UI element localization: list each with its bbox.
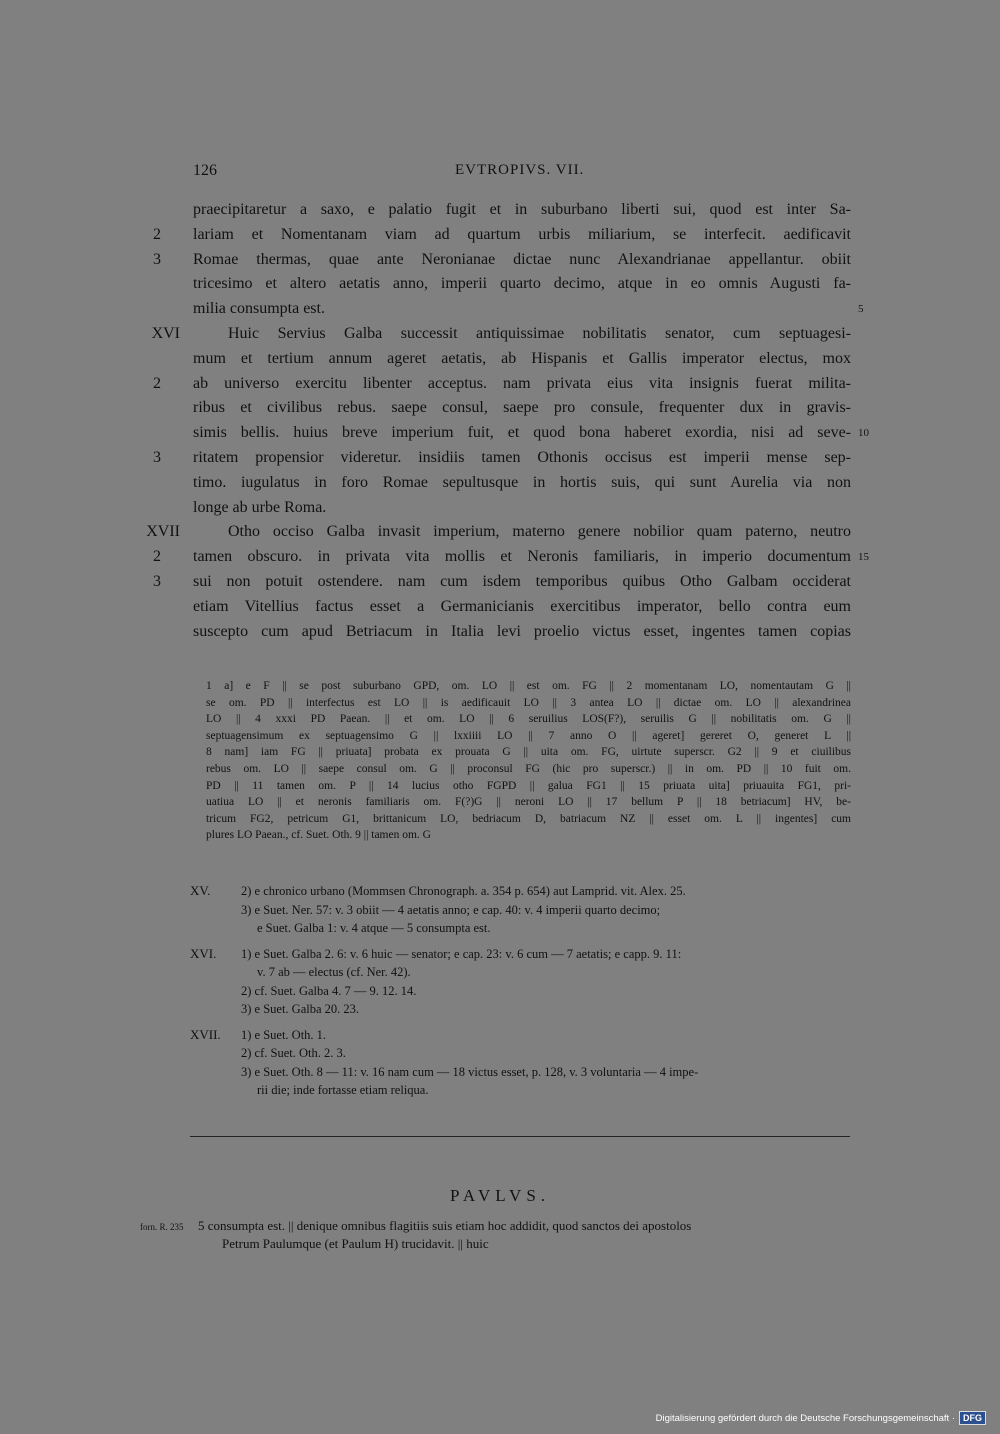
apparatus-line: septuagensimum ex septuagensimo G || lxxiiii LO || 7 anno O || ageret] gereret O, generet L || [206, 729, 851, 742]
source-line: v. 7 ab — electus (cf. Ner. 42). [257, 965, 411, 979]
text-line [140, 223, 880, 248]
source-block [190, 1026, 855, 1100]
source-line: 1) e Suet. Galba 2. 6: v. 6 huic — senator; e cap. 23: v. 6 cum — 7 aetatis; e capp. 9. 11: [241, 946, 682, 961]
source-line: 3) e Suet. Galba 20. 23. [241, 1002, 360, 1016]
line-text: simis bellis. huius breve imperium fuit, et quod bona haberet exordia, nisi ad seve- [193, 424, 851, 442]
line-text: suscepto cum apud Betriacum in Italia levi proelio victus esset, ingentes tamen copias [193, 622, 851, 640]
section-number: 3 [153, 572, 161, 590]
text-line [140, 198, 880, 223]
line-text: lariam et Nomentanam viam ad quartum urbis miliarium, se interfecit. aedificavit [193, 225, 851, 243]
text-line [140, 620, 880, 645]
text-line [140, 421, 880, 446]
line-text: Huic Servius Galba successit antiquissimae nobilitatis senator, cum septuagesi- [228, 324, 851, 342]
margin-line-number: 15 [858, 551, 869, 564]
apparatus-line: uatiua LO || et neronis familiaris om. F(?)G || neroni LO || 17 bellum P || 18 betriacum] HV, be- [206, 796, 851, 809]
margin-line-number: 5 [858, 303, 864, 316]
source-line: e Suet. Galba 1: v. 4 atque — 5 consumpta est. [257, 921, 491, 935]
line-text: mum et tertium annum ageret aetatis, ab Hispanis et Gallis imperator electus, mox [193, 349, 851, 367]
line-text: timo. iugulatus in foro Romae sepultusque in hortis suis, qui sunt Aurelia via non [193, 473, 851, 491]
margin-line-number: 10 [858, 427, 869, 440]
text-line [140, 471, 880, 496]
apparatus-line: tricum FG2, petricum G1, brittanicum LO, bedriacum D, batriacum NZ || esset om. L || ingentes] cum [206, 812, 851, 825]
chapter-number: XVI [151, 324, 180, 342]
text-line [140, 248, 880, 273]
section-number: 2 [153, 225, 161, 243]
section-number: 2 [153, 548, 161, 566]
line-text: ritatem propensior videretur. insidiis tamen Othonis occisus est imperii mense sep- [193, 448, 851, 466]
running-title: EVTROPIVS. VII. [455, 162, 585, 178]
text-line [140, 322, 880, 347]
source-notes [190, 882, 855, 1107]
source-line: 3) e Suet. Oth. 8 — 11: v. 16 nam cum — 18 victus esset, p. 128, v. 3 voluntaria — 4 impe- [241, 1064, 699, 1079]
source-chapter-label: XV. [190, 883, 211, 898]
line-text: ribus et civilibus rebus. saepe consul, saepe pro consule, frequenter dux in gravis- [193, 399, 851, 417]
text-line [140, 347, 880, 372]
apparatus-line: se om. PD || interfectus est LO || is aedificauit LO || 3 antea LO || dictae om. LO || alexandrinea [206, 696, 851, 709]
main-text [140, 198, 880, 644]
source-line: 1) e Suet. Oth. 1. [241, 1027, 327, 1042]
section-number: 3 [153, 448, 161, 466]
line-text: praecipitaretur a saxo, e palatio fugit et in suburbano liberti sui, quod est inter Sa- [193, 201, 851, 218]
source-line: 3) e Suet. Ner. 57: v. 3 obiit — 4 aetatis anno; e cap. 40: v. 4 imperii quarto decimo; [241, 902, 661, 917]
line-text: tamen obscuro. in privata vita mollis et Neronis familiaris, in imperio documentum [193, 548, 851, 566]
apparatus-line: 8 nam] iam FG || priuata] probata ex prouata G || uita om. FG, uirtute superscr. G2 || 9 et ciuilibus [206, 746, 851, 759]
source-line: 2) e chronico urbano (Mommsen Chronograph. a. 354 p. 654) aut Lamprid. vit. Alex. 25. [241, 884, 686, 898]
dfg-footer-text: Digitalisierung gefördert durch die Deutsche Forschungsgemeinschaft · [655, 1412, 955, 1424]
source-line: 2) cf. Suet. Oth. 2. 3. [241, 1046, 346, 1060]
apparatus-line: PD || 11 tamen om. P || 14 lucius otho FGPD || galua FG1 || 15 priuata uita] priuauita FG1, pri- [206, 779, 851, 792]
paulus-heading: PAVLVS. [449, 1186, 551, 1205]
apparatus-line: plures LO Paean., cf. Suet. Oth. 9 || tamen om. G [206, 829, 431, 842]
text-line [140, 520, 880, 545]
dfg-logo-icon: DFG [959, 1411, 986, 1425]
apparatus-line: LO || 4 xxxi PD Paean. || et om. LO || 6 seruilius LOS(F?), seruilis G || nobilitatis om. G || [206, 713, 851, 726]
paulus-reference: forn. R. 235 [140, 1222, 184, 1232]
chapter-number: XVII [146, 523, 180, 541]
text-line [140, 570, 880, 595]
source-chapter-label: XVII. [190, 1026, 221, 1042]
critical-apparatus [206, 678, 851, 844]
line-text: tricesimo et altero aetatis anno, imperii quarto decimo, atque in eo omnis Augusti fa- [193, 275, 851, 293]
source-line: rii die; inde fortasse etiam reliqua. [257, 1083, 429, 1097]
apparatus-line: 1 a] e F || se post suburbano GPD, om. LO || est om. FG || 2 momentanam LO, nomentautam G || [206, 680, 851, 692]
paulus-line: Petrum Paulumque (et Paulum H) trucidavit. || huic [222, 1236, 489, 1251]
line-text: Otho occiso Galba invasit imperium, materno genere nobilior quam paterno, neutro [228, 523, 851, 541]
source-line: 2) cf. Suet. Galba 4. 7 — 9. 12. 14. [241, 983, 417, 998]
line-text: longe ab urbe Roma. [193, 498, 327, 516]
line-text: milia consumpta est. [193, 300, 325, 318]
page-number: 126 [193, 162, 217, 179]
text-line [140, 396, 880, 421]
section-number: 3 [153, 250, 161, 268]
text-line [140, 595, 880, 620]
source-block [190, 882, 855, 938]
text-line [140, 446, 880, 471]
text-line [140, 372, 880, 397]
apparatus-line: rebus om. LO || saepe consul om. G || proconsul FG (hic pro superscr.) || in om. PD || 10 fuit om. [206, 762, 851, 775]
source-chapter-label: XVI. [190, 945, 217, 961]
line-text: etiam Vitellius factus esset a Germanicianis exercitibus imperator, bello contra eum [193, 597, 851, 615]
line-text: ab universo exercitu libenter acceptus. nam privata eius vita insignis fuerat milita- [193, 374, 851, 392]
source-block [190, 945, 855, 1019]
line-text: sui non potuit ostendere. nam cum isdem temporibus quibus Otho Galbam occiderat [193, 572, 851, 590]
section-divider [190, 1136, 850, 1137]
text-line [140, 272, 880, 297]
section-number: 2 [153, 374, 161, 392]
paulus-line: 5 consumpta est. || denique omnibus flagitiis suis etiam hoc addidit, quod sanctos dei apostolos [198, 1218, 692, 1233]
dfg-footer[interactable] [656, 1411, 986, 1425]
line-text: Romae thermas, quae ante Neronianae dictae nunc Alexandrianae appellantur. obiit [193, 250, 851, 268]
text-line [140, 496, 880, 521]
text-line [140, 545, 880, 570]
text-line [140, 297, 880, 322]
